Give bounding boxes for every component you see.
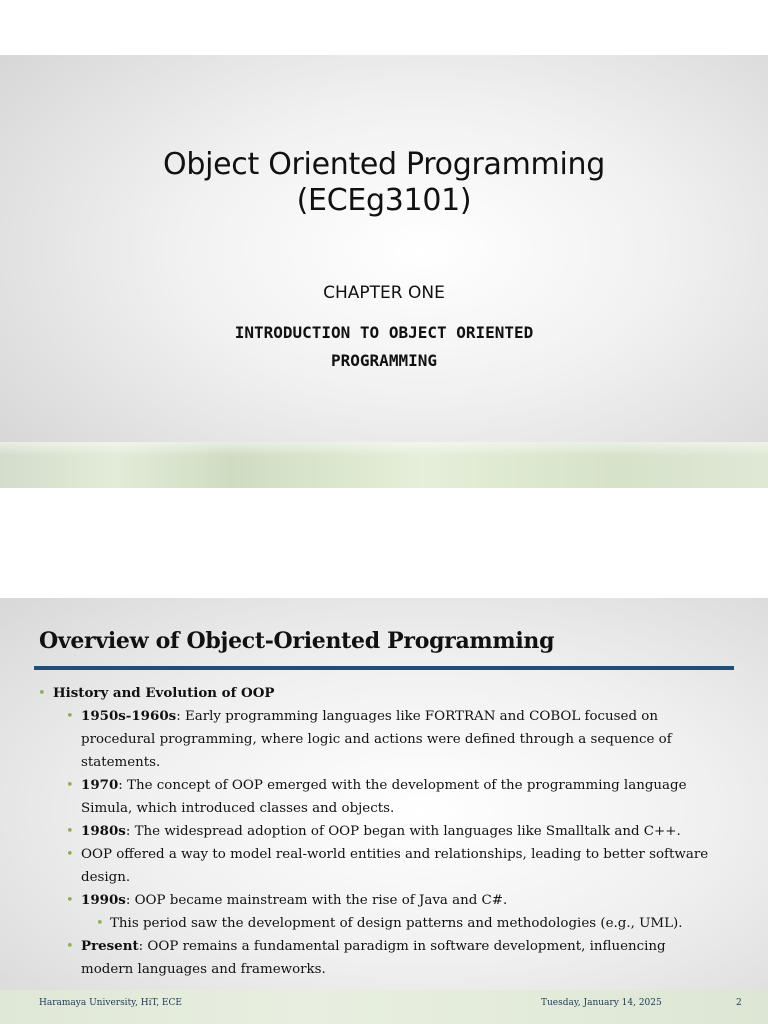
list-item-label: 1980s — [81, 823, 126, 839]
list-item-text: : Early programming languages like FORTRAN and COBOL focused on procedural programming, where logic and actions were defined through a sequence of statements. — [81, 709, 672, 770]
slide-2-content — [0, 682, 768, 981]
title-line-1: Object Oriented Programming — [163, 147, 605, 182]
list-item-text: : OOP remains a fundamental paradigm in software development, influencing modern languages and frameworks. — [81, 939, 666, 977]
list-item-label: 1990s — [81, 892, 126, 908]
slide-1 — [0, 55, 768, 488]
list-item-label: 1970 — [81, 777, 119, 793]
bullet-icon: • — [66, 893, 74, 908]
list-item-text: : The widespread adoption of OOP began with languages like Smalltalk and C++. — [125, 824, 681, 839]
bullet-icon: • — [66, 778, 74, 793]
slide-1-title — [0, 147, 768, 219]
slide-number: 2 — [736, 998, 742, 1008]
list-item-text: OOP offered a way to model real-world entities and relationships, leading to better software design. — [81, 847, 709, 885]
list-item-label: 1950s-1960s — [81, 708, 177, 724]
footer-date: Tuesday, January 14, 2025 — [541, 998, 662, 1008]
title-line-2: (ECEg3101) — [296, 183, 472, 218]
list-item — [0, 820, 721, 843]
heading-line-2: PROGRAMMING — [331, 351, 437, 370]
bullet-icon: • — [66, 709, 74, 724]
list-item — [0, 774, 721, 820]
chapter-label: CHAPTER ONE — [323, 283, 445, 303]
bullet-icon: • — [66, 939, 74, 954]
list-item-text: : The concept of OOP emerged with the development of the programming language Simula, which introduced classes and objects. — [81, 778, 687, 816]
bullet-icon: • — [96, 916, 104, 931]
bullet-icon: • — [66, 824, 74, 839]
list-item-label: Present — [81, 938, 139, 954]
footer-institution: Haramaya University, HiT, ECE — [39, 998, 182, 1008]
list-item — [0, 935, 721, 981]
heading-line-1: INTRODUCTION TO OBJECT ORIENTED — [234, 323, 534, 342]
chapter-heading — [0, 319, 768, 375]
list-item-text: : OOP became mainstream with the rise of Java and C#. — [125, 893, 508, 908]
bullet-icon: • — [38, 686, 46, 701]
decorative-band — [0, 442, 768, 488]
list-item — [0, 912, 768, 935]
list-item — [0, 889, 721, 912]
list-item-text: History and Evolution of OOP — [53, 685, 275, 701]
list-item — [0, 705, 721, 774]
list-item-text: This period saw the development of design patterns and methodologies (e.g., UML). — [110, 916, 683, 931]
title-divider — [34, 666, 734, 670]
slide-2 — [0, 598, 768, 1024]
slide-2-title: Overview of Object-Oriented Programming — [39, 628, 555, 654]
bullet-icon: • — [66, 847, 74, 862]
slide-footer — [0, 990, 768, 1024]
list-item — [0, 682, 768, 705]
list-item — [0, 843, 721, 889]
